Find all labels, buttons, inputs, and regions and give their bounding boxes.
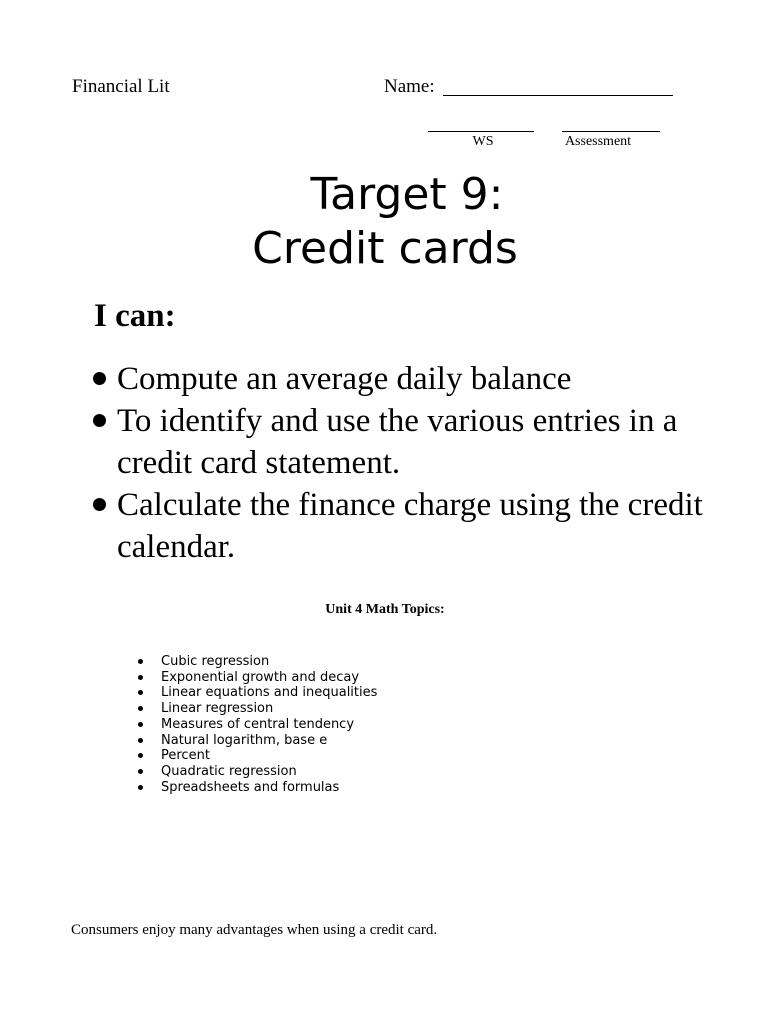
footer-text: Consumers enjoy many advantages when using a credit card. <box>71 922 438 938</box>
name-label: Name: <box>384 76 435 97</box>
topic-text: Spreadsheets and formulas <box>161 779 340 795</box>
ws-label: WS <box>472 134 494 149</box>
topic-item <box>136 733 377 749</box>
topics-list <box>136 654 377 795</box>
topic-text: Linear equations and inequalities <box>161 685 378 701</box>
bullet-icon <box>138 738 143 743</box>
goal-text: Compute an average daily balance <box>117 361 572 397</box>
title-line-2: Credit cards <box>252 223 518 274</box>
page-title <box>0 168 770 276</box>
i-can-heading: I can: <box>94 298 176 334</box>
topic-item <box>136 764 377 780</box>
bullet-icon <box>138 785 143 790</box>
goal-item <box>90 484 730 568</box>
name-blank-line <box>443 95 673 96</box>
bullet-icon <box>138 706 143 711</box>
course-name: Financial Lit <box>72 76 170 97</box>
bullet-icon <box>138 722 143 727</box>
topic-item <box>136 685 377 701</box>
topic-item <box>136 717 377 733</box>
topic-text: Natural logarithm, base e <box>161 732 328 748</box>
ws-blank-line <box>428 131 534 132</box>
learning-goals-list <box>90 358 730 568</box>
bullet-icon <box>93 498 106 511</box>
goal-item <box>90 400 730 484</box>
title-line-1: Target 9: <box>310 169 504 220</box>
bullet-icon <box>138 769 143 774</box>
topic-text: Linear regression <box>161 701 274 717</box>
goal-text: To identify and use the various entries in a credit card statement. <box>117 403 678 481</box>
topic-item <box>136 670 377 686</box>
topics-heading: Unit 4 Math Topics: <box>325 602 445 617</box>
topic-item <box>136 701 377 717</box>
assessment-blank-line <box>562 131 660 132</box>
goal-item <box>90 358 730 400</box>
topic-text: Exponential growth and decay <box>161 669 360 685</box>
goal-text: Calculate the finance charge using the credit calendar. <box>117 487 703 565</box>
topic-item <box>136 654 377 670</box>
bullet-icon <box>138 753 143 758</box>
topic-item <box>136 780 377 796</box>
bullet-icon <box>138 690 143 695</box>
bullet-icon <box>93 414 106 427</box>
topic-text: Quadratic regression <box>161 763 297 779</box>
bullet-icon <box>138 675 143 680</box>
bullet-icon <box>93 372 106 385</box>
topic-text: Cubic regression <box>161 654 270 669</box>
topic-text: Measures of central tendency <box>161 716 355 732</box>
topic-text: Percent <box>161 748 210 764</box>
assessment-label: Assessment <box>564 134 632 149</box>
topic-item <box>136 748 377 764</box>
bullet-icon <box>138 659 143 664</box>
